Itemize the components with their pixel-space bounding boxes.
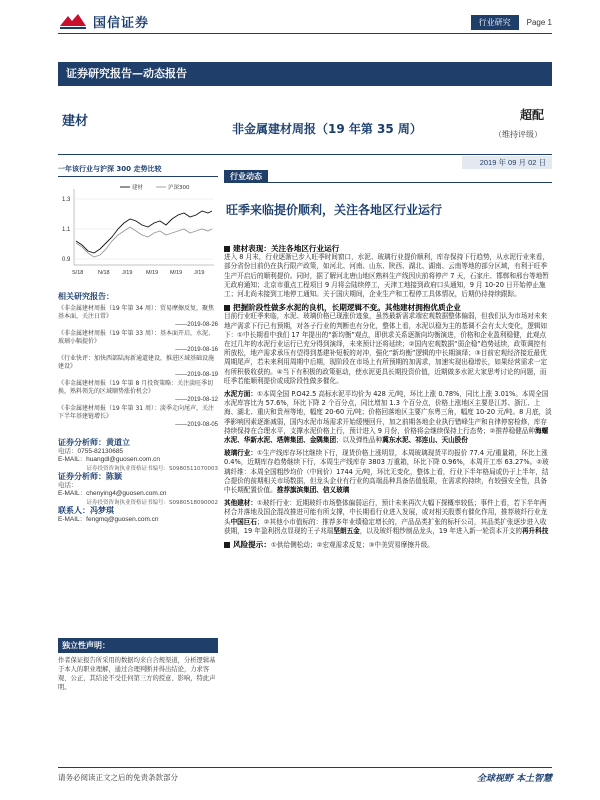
related-report-date: ——2019-08-05 bbox=[175, 422, 218, 428]
report-title: 非金属建材周报（19 年第 35 周） bbox=[232, 122, 422, 136]
cement-label: 水泥方面： bbox=[224, 390, 257, 399]
section-tag: 行业动态 bbox=[224, 170, 268, 183]
report-date: 2019 年 09 月 02 日 bbox=[462, 156, 552, 169]
section-divider bbox=[224, 182, 552, 183]
related-reports-heading: 相关研究报告： bbox=[58, 292, 114, 301]
related-report-item[interactable] bbox=[58, 330, 218, 354]
report-type-band: 证券研究报告—动态报告 bbox=[58, 62, 552, 86]
analyst-name: 黄道立 bbox=[106, 438, 130, 447]
sidebar bbox=[58, 164, 218, 524]
stock-picks: 中国巨石 bbox=[230, 517, 257, 526]
section-heading-1: 建材表现：关注各地区行业运行 bbox=[224, 244, 552, 253]
headline: 旺季来临提价顺利，关注各地区行业运行 bbox=[226, 203, 443, 217]
paragraph: 目前行业旺季来临，水泥、玻璃价格已现涨价迹象，虽然最新需求端宏观数据整体偏弱，但我们认为市场对未来地产需求下行已有预期，对各子行业的判断也有分化，整体上看，水泥以稳为主的基调不会有太大变化，逻辑如下：①中长期看中我们 17 年提出的“新均衡”观点，即供求关系逐渐向均衡演进，价格和企业盈利稳健，此观点在过几年的水泥行业运行已充分得到演绎，未来预计还将延续；②国内宏观数据“弱企稳”趋势延续，政策调控有所放松，地产需求承压有望得到基建补短板的对冲，强化“新均衡”逻辑的中长期演绎；③目前宏观经济接近最优周期尾声，若未来利用周期中后期，现阶段在市场上有所预期的加需求，加速实现出稳增长，如果经营需求一定有所积极收获的。④当下有积极的政策驱动，使水泥更具长期投资价值，近期做多水泥大家思考讨论的问题，而旺季若能顺利提价或成阶段性做多催化。 bbox=[224, 312, 548, 385]
independence-body: 作者保证报告所采用的数据均来自合规渠道，分析逻辑基于本人的职业理解，通过合理判断并得出结论，力求客观、公正，其结论不受任何第三方的授意、影响，特此声明。 bbox=[58, 657, 216, 691]
x-tick-label: M/19 bbox=[146, 270, 159, 276]
title-row bbox=[58, 100, 552, 150]
body-text bbox=[224, 244, 552, 554]
x-tick-label: M/19 bbox=[170, 270, 183, 276]
bullet-icon bbox=[224, 542, 230, 548]
x-tick-label: N/18 bbox=[98, 270, 110, 276]
analyst-email[interactable]: E-MAIL：chenying4@guosen.com.cn bbox=[58, 490, 167, 497]
stock-picks: 推荐旗滨集团、信义玻璃 bbox=[276, 486, 350, 495]
section-heading-2: 把握阶段性做多水泥的良机，长期逻辑不变。其他建材拥抱优质企业 bbox=[224, 303, 552, 312]
independence-heading: 独立性声明： bbox=[58, 638, 218, 653]
page-number: Page 1 bbox=[526, 18, 552, 27]
related-report-title: 《非金属建材周报（19 年第 33 周）：基本面开启，水泥、玻璃小幅提价》 bbox=[58, 330, 214, 345]
footer-divider bbox=[58, 767, 552, 768]
analyst-phone: 电话：0755-82130685 bbox=[58, 447, 124, 455]
stock-picks: 再升科技 bbox=[521, 526, 549, 535]
analyst-role: 证券分析师： bbox=[58, 438, 106, 447]
glass-paragraph: 玻璃行业：①生产线库存环比继续下行，现货价格上涨明显，本周玻璃现货平均报价 77.4 元/重量箱，环比上涨 0.4%，近期库存趋势继续下行，本周生产线库存 3803 万重箱，环比下降 0.96%，本周开工率 63.27%。②玻璃纤维：本周全国粗纱均价（中间价）1744 元/吨，环比无变化，整体上看，行业下半年格局或仍于上半年，结合提价的前期相关市场数据，但龙头企业有行业的高端品种具备估值低限，在需求的持续，有较强安全性，具备中长期配置价值。推荐旗滨集团、信义玻璃 bbox=[224, 449, 549, 495]
related-report-date: ——2019-08-12 bbox=[175, 397, 218, 403]
related-report-date: ——2019-08-16 bbox=[175, 347, 218, 353]
performance-chart bbox=[58, 179, 218, 289]
main-column bbox=[224, 164, 552, 218]
legend-label-jiancai: 建材 bbox=[132, 185, 144, 191]
x-tick-label: J/19 bbox=[194, 270, 205, 276]
x-tick-label: J/19 bbox=[122, 270, 133, 276]
related-report-item[interactable] bbox=[58, 405, 218, 429]
related-report-title: 《非金属建材周报（19 年第 8 月投资策略：关注淡旺季切换，熟料领先的区域顺势涨价机会》 bbox=[58, 380, 214, 395]
related-reports-list bbox=[58, 305, 218, 429]
related-report-date: ——2019-08-19 bbox=[175, 372, 218, 378]
logo-mark-icon bbox=[58, 12, 88, 30]
stock-picks: 冀东水泥、祁连山、天山股份 bbox=[382, 436, 468, 445]
y-tick-label: 0.9 bbox=[62, 257, 71, 263]
related-report-title: 《非金属建材周报（19 年第 31 周）：淡季走向尾声，关注下半年基建链增长》 bbox=[58, 405, 214, 420]
header-tag: 行业研究 bbox=[471, 15, 519, 30]
performance-chart-svg bbox=[58, 179, 218, 289]
rating-note: （维持评级） bbox=[494, 130, 542, 139]
risk-label: 风险提示： bbox=[233, 540, 271, 550]
footer-slogan: 全球视野 本土智慧 bbox=[476, 774, 552, 784]
analyst-cert: 证券投资咨询执业资格证书编号：S0980518090002 bbox=[86, 499, 218, 506]
related-report-title: 《非金属建材周报（19 年第 34 周）：贸易摩擦反复，聚焦基本面，关注日常》 bbox=[58, 305, 214, 320]
contact-email[interactable]: E-MAIL：fengmq@guosen.com.cn bbox=[58, 515, 159, 523]
related-report-item[interactable] bbox=[58, 380, 218, 404]
title-divider bbox=[58, 154, 552, 155]
related-report-date: ——2019-08-26 bbox=[175, 322, 218, 328]
bullet-icon bbox=[224, 246, 230, 252]
other-label: 其他建材： bbox=[224, 499, 257, 508]
logo-text: 国信证券 bbox=[93, 15, 150, 31]
analyst-name: 陈颖 bbox=[106, 472, 122, 481]
chart-title: 一年该行业与沪深 300 走势比较 bbox=[58, 164, 218, 177]
rating: 超配 bbox=[519, 108, 544, 122]
header-divider bbox=[58, 33, 552, 34]
series-line-hs300 bbox=[76, 227, 212, 257]
stock-picks: 海螺水泥、华新水泥、塔牌集团、金隅集团 bbox=[224, 426, 549, 445]
analyst-block bbox=[58, 439, 218, 524]
other-paragraph: 其他建材：①玻纤行业：近期玻纤市场整体偏弱运行，预计未来再次大幅下探概率较低；事件上看，若下半年两材合并落地及国企混改推进可能有所支撑，中长期看行业进入发展，或对相关股票有催化作用，推荐玻纤行业龙头中国巨石；②其他小市值标的：推荐多年业绩稳定增长的，产品品类扩张的标杆公司，其品类扩张逐步进入收获期，19 年盈利拐点显现的王子兆瑞坚朗五金，以及玻纤粗纱制品龙头，19 年进入新一轮资本开支的再升科技 bbox=[224, 499, 549, 535]
risk-paragraph: 风险提示：①供给侧松动；②宏观需求反复；③中美贸易摩擦升级。 bbox=[224, 540, 552, 550]
analyst-phone: 电话： bbox=[58, 481, 78, 489]
analyst-role: 证券分析师： bbox=[58, 472, 106, 481]
y-tick-label: 1.1 bbox=[62, 227, 71, 233]
stock-picks: 坚朗五金 bbox=[333, 526, 360, 535]
logo bbox=[58, 10, 149, 32]
footer-disclaimer: 请务必阅读正文之后的免责条款部分 bbox=[58, 773, 178, 782]
analyst-cert: 证券投资咨询执业资格证书编号：S0980511070003 bbox=[86, 465, 218, 472]
glass-label: 玻璃行业： bbox=[224, 449, 257, 458]
analyst-email[interactable]: E-MAIL：huangdl@guosen.com.cn bbox=[58, 456, 160, 463]
y-tick-label: 1.3 bbox=[62, 197, 71, 203]
independence-statement bbox=[58, 638, 218, 692]
related-report-item[interactable] bbox=[58, 355, 218, 379]
related-report-item[interactable] bbox=[58, 305, 218, 329]
related-report-title: 《行业快评：加快西部陆海新通道建设，推进区域基础设施建设》 bbox=[58, 355, 215, 370]
x-tick-label: S/18 bbox=[72, 270, 84, 276]
contact-role: 联系人： bbox=[58, 506, 90, 515]
sector-name: 建材 bbox=[62, 114, 89, 129]
legend-label-hs300: 沪深300 bbox=[168, 185, 190, 191]
bullet-icon bbox=[224, 305, 230, 311]
contact-name: 冯梦琪 bbox=[90, 506, 114, 515]
cement-paragraph: 水泥方面：①本周全国 P.O42.5 高标水泥平均价为 428 元/吨，环比上涨 0.78%，同比上涨 3.01%。本周全国水泥库容比为 57.6%，环比下降 2 个百分点，同比增加 1.3 个百分点，价格上涨地区主要是江苏、浙江、上海、湖北、重庆和贵州等地，幅度 20-60 元/吨；价格回落地区主要广东粤三角，幅度 10-20 元/吨。8 月底，淡季影响因素逐渐减弱，国内水泥市场需求开始缓慢回升，加之前期各地企业执行错峰生产和自律停窑检修，库存持续保持在合理水平，支撑水泥价格上行，预计进入 9 月份，价格将会继续保持上行态势；②推荐稳健品种海螺水泥、华新水泥、塔牌集团、金隅集团；以及弹性品种冀东水泥、祁连山、天山股份 bbox=[224, 390, 552, 445]
paragraph: 进入 8 月末，行业逐渐已步入旺季时间窗口，水泥、玻璃行业提价顺利，库存保持下行趋势，从水泥行业来看，部分省份目前仍在执行限产政策，如河北、河南、山东、陕西、湖北、湖南、云南等地的部分区域，有利于旺季生产开启后的顺利提价。同时，据了解河北唐山地区熟料生产线因庆前将停产 7 天，石家庄、邯郸和邢台等地暂无政府通知；北京市重点工程项目 9 月将会陆续停工，天津工地接到政府口头通知，9 月 10-20 日开始停止施工；河北尚未接到工地停工通知。关于国庆期间，企业生产和工程停工具体情况，后期仍待持续跟踪。 bbox=[224, 253, 549, 299]
